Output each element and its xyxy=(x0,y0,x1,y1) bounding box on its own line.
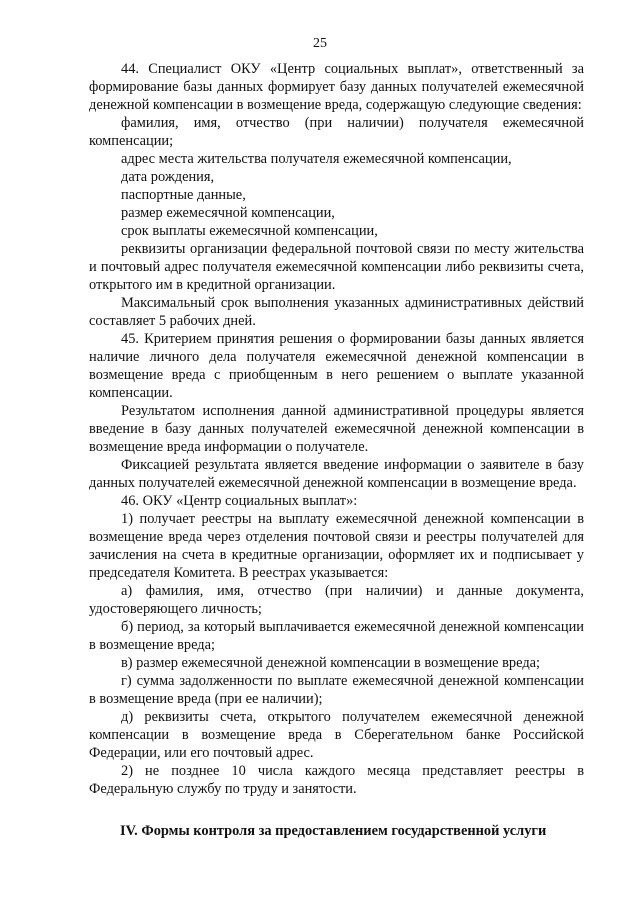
section-heading: IV. Формы контроля за предоставлением государственной услуги xyxy=(120,823,547,839)
paragraph: Максимальный срок выполнения указанных административных действий составляет 5 рабочих дней. xyxy=(89,295,584,329)
paragraph: реквизиты организации федеральной почтовой связи по месту жительства и почтовый адрес получателя ежемесячной компенсации либо реквизиты счета, открытого им в кредитной организации. xyxy=(89,241,584,293)
paragraph: 44. Специалист ОКУ «Центр социальных выплат», ответственный за формирование базы данных формирует базу данных получателей ежемесячной денежной компенсации в возмещение вреда, содержащую следующие сведения: xyxy=(89,61,584,113)
paragraph: а) фамилия, имя, отчество (при наличии) и данные документа, удостоверяющего личность; xyxy=(89,583,584,617)
paragraph: д) реквизиты счета, открытого получателем ежемесячной денежной компенсации в возмещение вреда в Сберегательном банке Российской Федерации, или его почтовый адрес. xyxy=(89,709,584,761)
paragraph: 46. ОКУ «Центр социальных выплат»: xyxy=(121,493,358,509)
paragraph: адрес места жительства получателя ежемесячной компенсации, xyxy=(121,151,512,167)
paragraph: г) сумма задолженности по выплате ежемесячной денежной компенсации в возмещение вреда (при ее наличии); xyxy=(89,673,584,707)
paragraph: размер ежемесячной компенсации, xyxy=(121,205,335,221)
paragraph: Результатом исполнения данной административной процедуры является введение в базу данных получателей ежемесячной денежной компенсации в возмещение вреда информации о получателе. xyxy=(89,403,584,455)
paragraph: Фиксацией результата является введение информации о заявителе в базу данных получателей ежемесячной денежной компенсации в возмещение вреда. xyxy=(89,457,584,491)
page-number: 25 xyxy=(313,36,327,51)
paragraph: 45. Критерием принятия решения о формировании базы данных является наличие личного дела получателя ежемесячной денежной компенсации в возмещение вреда с приобщенным в него решением о выплате указанной компенсации. xyxy=(89,331,584,401)
document-body xyxy=(89,60,584,798)
paragraph: б) период, за который выплачивается ежемесячной денежной компенсации в возмещение вреда; xyxy=(89,619,584,653)
paragraph: фамилия, имя, отчество (при наличии) получателя ежемесячной компенсации; xyxy=(89,115,584,149)
paragraph: в) размер ежемесячной денежной компенсации в возмещение вреда; xyxy=(121,655,541,671)
paragraph: паспортные данные, xyxy=(121,187,246,203)
paragraph: 1) получает реестры на выплату ежемесячной денежной компенсации в возмещение вреда через отделения почтовой связи и реестры получателей для зачисления на счета в кредитные организации, оформляет их и подписывает у председателя Комитета. В реестрах указывается: xyxy=(89,511,584,581)
paragraph: дата рождения, xyxy=(121,169,215,185)
paragraph: 2) не позднее 10 числа каждого месяца представляет реестры в Федеральную службу по труду и занятости. xyxy=(89,763,584,797)
paragraph: срок выплаты ежемесячной компенсации, xyxy=(121,223,378,239)
